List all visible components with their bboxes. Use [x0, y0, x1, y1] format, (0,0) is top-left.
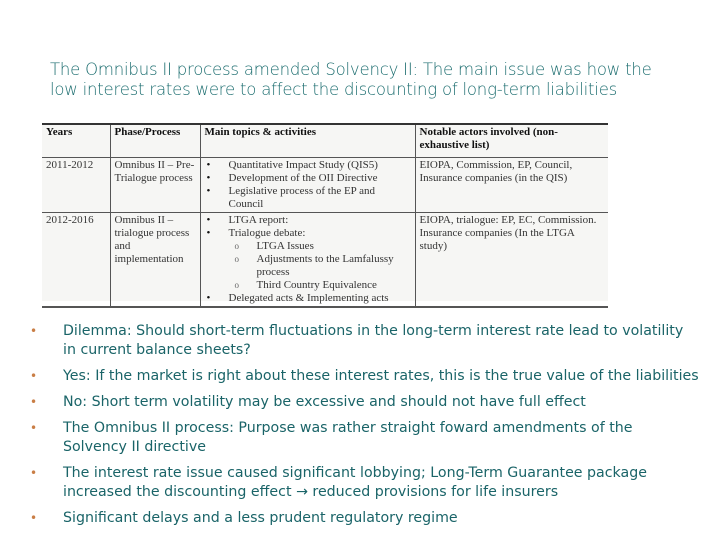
bullet-text: No: Short term volatility may be excessive and should not have full effect [63, 394, 586, 410]
table-header-row [42, 124, 608, 158]
bullet-icon: • [30, 324, 38, 338]
bullet-icon: • [30, 511, 38, 525]
cell-topics [200, 213, 415, 308]
bullet-list [30, 322, 700, 535]
bullet-text: Yes: If the market is right about these interest rates, this is the true value of the liabilities [63, 368, 699, 384]
omnibus-timeline-table [42, 123, 608, 304]
title-line-2: low interest rates were to affect the discounting of long-term liabilities [50, 80, 618, 99]
header-phase: Phase/Process [110, 124, 200, 158]
cell-years: 2011-2012 [42, 158, 110, 213]
cell-phase: Omnibus II – Pre-Trialogue process [110, 158, 200, 213]
table-row [42, 213, 608, 308]
header-years: Years [42, 124, 110, 158]
header-actors: Notable actors involved (non-exhaustive list) [415, 124, 608, 158]
table-row [42, 158, 608, 213]
bullet-text: The interest rate issue caused significant lobbying; Long-Term Guarantee package increased the discounting effect → reduced provisions for life insurers [63, 465, 647, 500]
cell-actors: EIOPA, Commission, EP, Council, Insurance companies (in the QIS) [415, 158, 608, 213]
subtopic-item: o Third Country Equivalence [205, 279, 411, 292]
cell-topics [200, 158, 415, 213]
topic-item: • LTGA report: [205, 214, 411, 227]
actors-line: EIOPA, trialogue: EP, EC, Commission. [419, 214, 597, 226]
cell-years: 2012-2016 [42, 213, 110, 308]
bullet-item [30, 419, 700, 457]
bullet-item [30, 322, 700, 360]
bullet-item [30, 393, 700, 412]
bullet-icon: • [30, 369, 38, 383]
bullet-icon: • [30, 395, 38, 409]
bullet-item [30, 509, 700, 528]
cell-phase: Omnibus II – trialogue process and implementation [110, 213, 200, 308]
bullet-text: Significant delays and a less prudent regulatory regime [63, 510, 458, 526]
bullet-item [30, 367, 700, 386]
bullet-icon: • [30, 466, 38, 480]
bullet-text: The Omnibus II process: Purpose was rather straight foward amendments of the Solvency II directive [63, 420, 633, 455]
subtopic-item: o LTGA Issues [205, 240, 411, 253]
bullet-text: Dilemma: Should short-term fluctuations in the long-term interest rate lead to volatility in current balance sheets? [63, 323, 684, 358]
topic-item: • Legislative process of the EP and Council [205, 185, 411, 211]
bullet-icon: • [30, 421, 38, 435]
title-line-1: The Omnibus II process amended Solvency II: The main issue was how the [50, 60, 652, 79]
topic-item: • Development of the OII Directive [205, 172, 411, 185]
topic-item: • Quantitative Impact Study (QIS5) [205, 159, 411, 172]
topic-item: • Trialogue debate: [205, 227, 411, 240]
actors-line: Insurance companies (In the LTGA study) [419, 227, 575, 252]
topic-item: • Delegated acts & Implementing acts [205, 292, 411, 305]
subtopic-item: o Adjustments to the Lamfalussy process [205, 253, 411, 279]
slide-title [50, 60, 700, 100]
header-topics: Main topics & activities [200, 124, 415, 158]
cell-actors [415, 213, 608, 308]
bullet-item [30, 464, 700, 502]
